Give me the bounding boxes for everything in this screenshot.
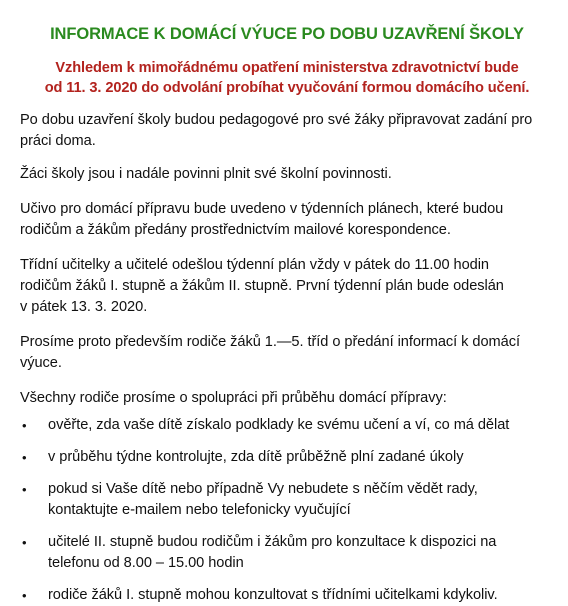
paragraph-line: Prosíme proto především rodiče žáků 1.—5. tříd o předání informací k domácí [20, 334, 520, 350]
list-item-line: v průběhu týdne kontrolujte, zda dítě průběžně plní zadané úkoly [48, 449, 464, 465]
list-item-line: učitelé II. stupně budou rodičům i žákům pro konzultace k dispozici na [48, 534, 497, 550]
bullet-icon: • [22, 450, 27, 465]
bullet-icon: • [22, 535, 27, 550]
paragraph-line: Učivo pro domácí přípravu bude uvedeno v týdenních plánech, které budou [20, 201, 504, 217]
paragraph-line: rodičům a žákům předány prostřednictvím mailové korespondence. [20, 222, 451, 238]
instructions-list [20, 415, 554, 606]
page-title: INFORMACE K DOMÁCÍ VÝUCE PO DOBU UZAVŘENÍ ŠKOLY [50, 25, 524, 43]
paragraph-schedule [20, 255, 554, 318]
list-item [20, 532, 554, 574]
notice-subtitle [20, 58, 554, 98]
list-item-line: ověřte, zda vaše dítě získalo podklady ke svému učení a ví, co má dělat [48, 417, 510, 433]
list-item-line: rodiče žáků I. stupně mohou konzultovat s třídními učitelkami kdykoliv. [48, 587, 498, 603]
paragraph-parents-request [20, 332, 554, 374]
paragraph-line: Všechny rodiče prosíme o spolupráci při průběhu domácí přípravy: [20, 390, 447, 406]
paragraph-obligations [20, 164, 554, 185]
paragraph-line: Žáci školy jsou i nadále povinni plnit své školní povinnosti. [20, 166, 392, 182]
subtitle-line: od 11. 3. 2020 do odvolání probíhat vyučování formou domácího učení. [44, 80, 530, 96]
subtitle-line: Vzhledem k mimořádnému opatření ministerstva zdravotnictví bude [55, 60, 519, 76]
paragraph-weekly-plans [20, 199, 554, 241]
bullet-icon: • [22, 482, 27, 497]
paragraph-line: výuce. [20, 355, 62, 371]
paragraph-line: Po dobu uzavření školy budou pedagogové pro své žáky připravovat zadání pro [20, 112, 533, 128]
list-item [20, 447, 554, 468]
paragraph-assignments [20, 110, 554, 152]
paragraph-line: v pátek 13. 3. 2020. [20, 299, 148, 315]
bullet-icon: • [22, 418, 27, 433]
list-item [20, 415, 554, 436]
paragraph-line: Třídní učitelky a učitelé odešlou týdenní plán vždy v pátek do 11.00 hodin [20, 257, 490, 273]
bullet-icon: • [22, 588, 27, 603]
paragraph-line: práci doma. [20, 133, 96, 149]
paragraph-cooperation [20, 388, 554, 409]
list-item-line: pokud si Vaše dítě nebo případně Vy nebudete s něčím vědět rady, [48, 481, 478, 497]
list-item-line: telefonu od 8.00 – 15.00 hodin [48, 555, 244, 571]
paragraph-line: rodičům žáků I. stupně a žákům II. stupně. První týdenní plán bude odeslán [20, 278, 504, 294]
list-item [20, 585, 554, 606]
list-item-line: kontaktujte e-mailem nebo telefonicky vyučující [48, 502, 351, 518]
list-item [20, 479, 554, 521]
